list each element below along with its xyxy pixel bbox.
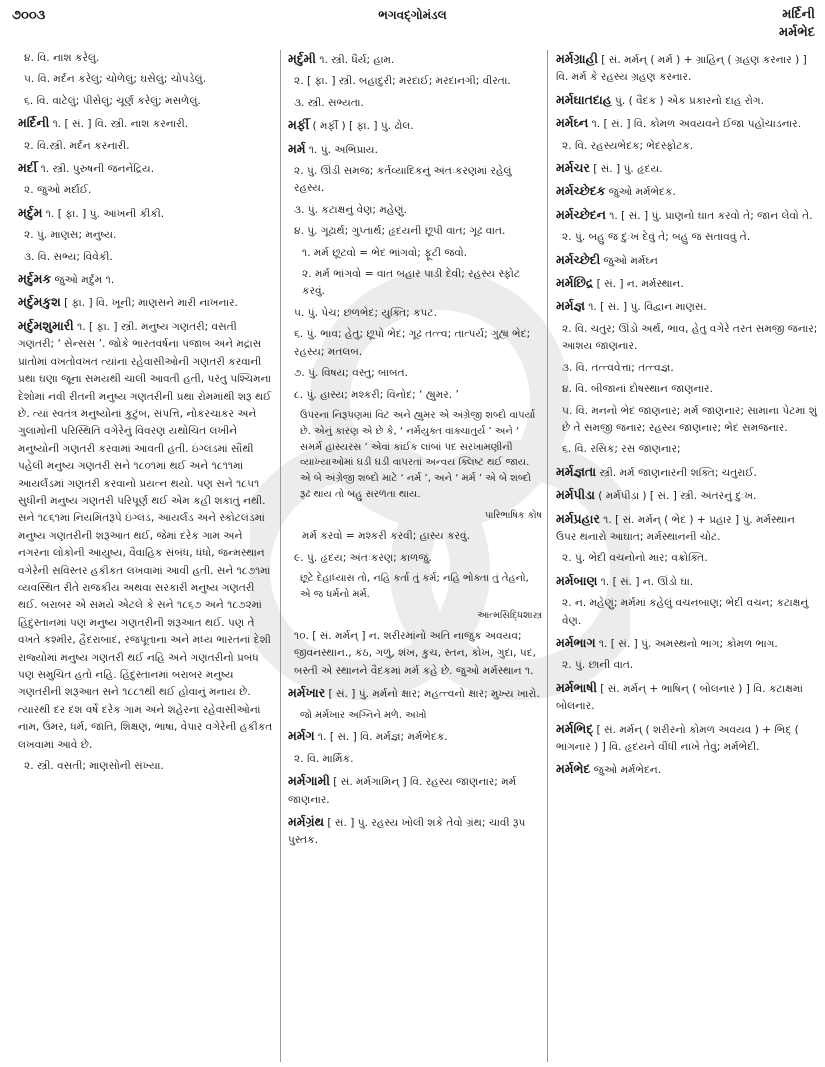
headword: મર્મગ (288, 728, 315, 744)
sense-definition: ૨. વિ.સ્ત્રી. મર્દન કરનારી. (24, 139, 130, 152)
sense-definition: ૭. પું. વિષય; વસ્તુ; બાબત. (294, 367, 409, 380)
page-number: ૭૦૦૩ (12, 8, 46, 23)
sense-definition: ૪. પું. ગૂઢાર્થ; ગુપ્તાર્થ; હૃદયની છૂપી વાત; ગૂઢ વાત. (294, 225, 506, 238)
definition: ૧. [ સં. ] પું. અમસ્થનો ભાગ; કોમળ ભાગ. (595, 637, 778, 650)
headword: મર્મ (288, 140, 306, 156)
headword: મર્દુમ (18, 204, 43, 220)
headword: મર્મચ્છેદી (556, 251, 601, 267)
definition: [ ફા. ] વિ. ખૂની; માણસને મારી નાખનાર. (60, 297, 238, 310)
idiom-definition: ૧. મર્મ છૂટવો = ભેદ ભાંગવો; ફૂટી જવો. (302, 246, 467, 259)
sense-definition: ૯. પું. હૃદય; અંતઃકરણ; કાળજું. (294, 551, 432, 564)
dictionary-entry (556, 159, 818, 178)
sense-definition: ૫. વિ. મર્દન કરેલું; ચોળેલું; ઘસેલું; ચોપડેલું. (24, 73, 206, 86)
headword: મર્મપીડા (556, 487, 595, 503)
definition: ૧. સ્ત્રી. ધૈર્ય; હામ. (315, 54, 395, 66)
sense-definition: ૩. સ્ત્રી. સભ્યતા. (294, 96, 364, 109)
page-header (0, 0, 825, 48)
dictionary-entry (288, 140, 542, 159)
dictionary-entry (288, 116, 542, 135)
definition: ૧. [ ફા. ] પું. આંખની કીકી. (42, 207, 165, 220)
dictionary-entry (556, 572, 818, 591)
dictionary-entry (556, 679, 818, 716)
dictionary-entry (288, 813, 542, 850)
definition: [ સં. ] પું. હૃદય. (589, 163, 663, 176)
guide-words (779, 6, 815, 42)
dictionary-entry (556, 206, 818, 225)
dictionary-entry (556, 297, 818, 316)
definition: ૧. [ સં. ] ન. ઊંડો ઘા. (597, 575, 694, 588)
quotation: ઉપરના નિરૂપણમાં વિટ અને હ્યુમર એ અંગ્રેજી શબ્દો વાપર્યા છે. એનું કારણ એ છે કે, ‘ નર્મયુક્ત વાક્‍ચાતુર્ય ’ અને ‘ સમર્મ હાસ્યરસ ’ એવાં કાંઈક લાંબાં પદ સરખામણીની વ્યાખ્યાઓમાં ઘડી ઘડી વાપરતાં અન્વય ક્લિષ્ટ થઈ જાય. એ બે અંગ્રેજી શબ્દો માટે ‘ નર્મ ’, અને ‘ મર્મ ’ એ બે શબ્દો રૂઢ થાય તો બહુ સરળતા થાય. (300, 409, 536, 500)
definition: ( મર્મપીડ઼ા ) [ સં. ] સ્ત્રી. અંતરનું દુઃખ. (594, 490, 757, 503)
definition: [ સં. મર્મન્ ( મર્મ ) + ગ્રાહિન્ ( ગ્રહણ કરનાર ) ] વિ. મર્મ કે રહસ્ય ગ્રહણ કરનાર. (556, 54, 807, 84)
headword: મર્મબાણ (556, 572, 598, 588)
definition: [ સં. મર્મન્ + ભાષિન્ ( બોલનાર ) ] વિ. કટાક્ષમાં બોલનાર. (556, 682, 803, 713)
definition: [ સં. મર્મન્ ( શરીરનો કોમળ અવયવ ) + ભિદ્ ( ભાંગનાર ) ] વિ. હૃદયને વીંધી નાખે તેવું; મર્મભેદી. (556, 723, 799, 753)
dictionary-entry (556, 463, 818, 482)
definition: ૧. [ સં. ] વિ. સ્ત્રી. નાશ કરનારી. (49, 118, 189, 131)
definition: ૧. [ સં. ] વિ. કોમળ અવયવને ઈજા પહોંચાડનાર. (588, 118, 802, 131)
definition: જુઓ મર્મભેદન. (590, 764, 662, 777)
dictionary-entry (288, 772, 542, 809)
guide-word-first: મર્દિની (782, 7, 815, 22)
dictionary-entry (556, 510, 818, 547)
sense-definition: ૨. પું. ભેદી વચનોનો માર; વક્રોક્તિ. (562, 552, 708, 565)
sense-definition: ૪. વિ. નાશ કરેલું. (24, 52, 100, 64)
definition: જુઓ મર્મઘ્ન (600, 254, 658, 267)
definition: જુઓ મર્મભેદક. (605, 186, 676, 199)
dictionary-entry (556, 50, 818, 87)
dictionary-entry (18, 204, 276, 223)
definition: [ સં. ] પું. રહસ્ય ખોલી શકે તેવો ગ્રંથ; ચાવી રૂપ પુસ્તક. (288, 816, 526, 847)
definition: [ સં. ] પું. મર્મનો ક્ષાર; મહત્ત્વનો ક્ષાર; મુખ્ય ખારો. (325, 688, 540, 701)
definition: ૧. [ સં. ] પું. પ્રાણનો ઘાત કરવો તે; જાન લેવો તે. (605, 209, 813, 222)
headword: મર્મખાર (288, 685, 326, 701)
headword: મર્દુમી (288, 51, 316, 66)
dictionary-entry (556, 114, 818, 133)
sense-definition: ૩. પું. કટાક્ષનું વેણ; મહેણું. (294, 203, 407, 216)
quotation: છૂટે દેહાધ્યાસ તો, નહિ કર્તા તું કર્મ; નહિ ભોક્તા તું તેહનો, એ જ ધર્મનો મર્મ. (300, 572, 529, 600)
sense-definition: ૫. વિ. મનનો ભેદ જાણનાર; મર્મ જાણનાર; સામાના પેટમાં શું છે તે સમજી જનાર; રહસ્ય જાણનાર; ભેદ સમજનાર. (562, 404, 818, 434)
definition: ૧. [ ફા. ] સ્ત્રી. મનુષ્ય ગણતરી; વસતી ગણતરી; ‘ સેન્સસ ’. જોકે ભારતવર્ષના પંજાબ અને મદ્રાસ પ્રાંતોમાં વખતોવખત ત્યાંના રહેવાસીઓની ગણતરી કરવાની પ્રથા ઘણા જૂના સમયથી ચાલી આવતી હતી, પરંતુ પશ્ચિમના દેશોમાં નવી રીતની મનુષ્ય ગણતરીની પ્રથા રોમમાંથી શરૂ થઈ છે. ત્યાં સ્વતંત્ર મનુષ્યોનાં કુટુંબ, સંપત્તિ, નોકરચાકર અને ગુલામોની પરિસ્થિતિ વગેરેનું વિવરણ યથોચિત લખીને મનુષ્યોની ગણતરી કરવામાં આવતી હતી. ઇંગ્લંડમાં સૌથી પહેલી મનુષ્ય ગણતરી સને ૧૮૦૧માં થઈ અને ૧૮૧૧માં આયર્લંડમાં ગણતરી કરવાનો પ્રયત્ન થયો. પણ સને ૧૮૫૧ સુધીની મનુષ્ય ગણતરી પરિપૂર્ણ થઈ એમ કહી શકાતું નથી. સને ૧૮૬૧માં નિયમિતરૂપે ઇંગ્લંડ, આયર્લંડ અને સ્કોટલંડમાં મનુષ્ય ગણતરીની શરૂઆત થઈ, જેમાં દરેક ગામ અને નગરના લોકોની આયુષ્ય, વૈવાહિક સંબંધ, ધંધો, જન્મસ્થાન વગેરેની સવિસ્તર હકીકત લખવામાં આવી હતી. સને ૧૮૭૧માં વ્યવસ્થિત રીતે રાજકીય અથવા સરકારી મનુષ્ય ગણતરી થઈ. બરાબર એ સમયે એટલે કે સને ૧૮૬૭ અને ૧૮૭૨માં હિંદુસ્તાનમાં પણ મનુષ્ય ગણતરીની શરૂઆત થઈ. પણ તે વખતે કશ્મીર, હૈદરાબાદ, રજપૂતાના અને મધ્ય ભારતનાં દેશી રાજ્યોમાં મનુષ્ય ગણતરી થઈ નહિ અને ગણતરીનો પ્રબંધ પણ સમુચિત હતો નહિ. હિંદુસ્તાનમાં બરાબર મનુષ્ય ગણતરીની શરૂઆત સને ૧૮૮૧થી થઈ હોવાનું મનાય છે. ત્યારથી દર દશ વર્ષે દરેક ગામ અને શહેરના રહેવાસીઓનાં નામ, ઉંમર, ધર્મ, જાતિ, શિક્ષણ, ભાષા, વેપાર વગેરેની હકીકત લખવામાં આવે છે. (18, 320, 273, 751)
dictionary-entry (18, 159, 276, 178)
sense-definition: ૨. વિ. માર્મિક. (294, 752, 354, 765)
dictionary-entry (18, 114, 276, 133)
headword: મર્દુમશુમારી (18, 317, 74, 333)
dictionary-entry (18, 317, 276, 754)
headword: મર્મચર (556, 160, 590, 176)
headword: મર્મજ્ઞ (556, 298, 585, 314)
definition: [ સં. ] ન. મર્મસ્થાન. (593, 278, 684, 291)
sense-definition: ૬. પું. ભાવ; હેતુ; છૂપો ભેદ; ગૂઢ તત્ત્વ; તાત્પર્ય; ગુહ્ય ભેદ; રહસ્ય; મતલબ. (294, 328, 531, 358)
headword: મર્ફી (288, 117, 310, 133)
headword: મર્મચ્છેદક (556, 183, 606, 199)
guide-word-last: મર્મભેદ (778, 25, 815, 40)
column-left (18, 50, 276, 1062)
sense-definition: ૨. ન. મહેણું; મર્મમાં કહેલું વચનબાણ; ભેદી વચન; કટાક્ષનું વેણ. (562, 597, 809, 627)
sense-definition: ૨. [ ફા. ] સ્ત્રી. બહાદુરી; મરદાઈ; મરદાનગી; વીરતા. (294, 75, 511, 88)
sense-definition: ૨. જુઓ મર્દાઈ. (24, 184, 92, 197)
definition: ૧. પું. અભિપ્રાય. (305, 143, 378, 156)
headword: મર્મભેદ (556, 761, 591, 777)
sense-definition: ૨. પું. ઊંડી સમજ; કર્તવ્યાદિકનું અંતઃકરણમાં રહેલું રહસ્ય. (294, 165, 512, 195)
dictionary-entry (288, 684, 542, 703)
column-middle (288, 50, 542, 1062)
column-right (556, 50, 818, 1062)
headword: મર્મછિદ્ર (556, 275, 594, 291)
sense-definition: ૮. પું. હાસ્ય; મશ્કરી; વિનોદ; ‘ હ્યુમર. ’ (294, 388, 459, 401)
headword: મર્મપ્રહાર (556, 510, 600, 526)
headword: મર્દુમકુશ (18, 294, 61, 310)
sense-definition: ૨. પું. છાની વાત. (562, 659, 634, 672)
dictionary-entry (556, 634, 818, 653)
sense-definition: ૩. વિ. સભ્ય; વિવેકી. (24, 250, 113, 263)
dictionary-entry (18, 293, 276, 312)
dictionary-entry (288, 50, 542, 69)
sense-definition: ૨. પું. માણસ; મનુષ્ય. (24, 229, 117, 242)
dictionary-entry (288, 727, 542, 746)
dictionary-entry (556, 91, 818, 110)
headword: મર્મભાષી (556, 679, 597, 695)
definition: પું. ( વૈદક ) એક પ્રકારનો દાહ રોગ. (611, 94, 764, 107)
sense-definition: ૫. પું. પેચ; છળભેદ; યુક્તિ; કપટ. (294, 306, 437, 319)
dictionary-entry (18, 270, 276, 289)
sense-definition: ૪. વિ. બીજાનાં દોષસ્થાન જાણનાર. (562, 383, 713, 396)
citation-source: પારિભાષિક કોષ (484, 509, 542, 521)
dictionary-entry (556, 274, 818, 293)
idiom-definition: મર્મ કરવો = મશ્કરી કરવી; હાસ્ય કરવું. (302, 530, 470, 543)
definition: સ્ત્રી. મર્મ જાણનારની શક્તિ; ચતુરાઈ. (596, 466, 757, 479)
dictionary-body (0, 50, 825, 1062)
headword: મર્મભાગ (556, 634, 596, 650)
idiom-definition: ૨. મર્મ ભાંગવો = વાત બહાર પાડી દેવી; રહસ્ય સ્ફોટ કરવું. (302, 268, 521, 298)
sense-definition: ૩. વિ. તત્ત્વવેત્તા; તત્ત્વજ્ઞ. (562, 361, 674, 374)
headword: મર્મઘાતદાહ (556, 91, 612, 107)
sense-definition: ૧૦. [ સં. મર્મન્ ] ન. શરીરમાંનો અતિ નાજુક અવયવ; જીવનસ્થાન., કંઠ, ગળું, શંખ, કુચ, સ્તન, કોખ, ગુદા, પદ, બસ્તી એ સ્થાનને વૈદકમાં મર્મ કહે છે. જુઓ મર્મસ્થાન ૧. (294, 629, 537, 677)
dictionary-entry (556, 182, 818, 201)
headword: મર્મચ્છેદન (556, 206, 606, 222)
definition: ૧. સ્ત્રી. પુરુષની જનનેંદ્રિય. (37, 163, 155, 176)
definition: ૧. [ સં. ] પું. વિદ્વાન માણસ. (584, 301, 707, 314)
headword: મર્દિની (18, 115, 50, 131)
sense-definition: ૨. વિ. ચતુર; ઊંડો અર્થ, ભાવ, હેતુ વગેરે તરત સમજી જનાર; આશય જાણનાર. (562, 322, 818, 353)
headword: મર્મગામી (288, 773, 330, 789)
headword: મર્મજ્ઞતા (556, 463, 597, 479)
definition: ( મર્ફી ) [ ફા. ] પું. ઢોલ. (309, 120, 414, 133)
headword: મર્મગ્રંથ (288, 813, 325, 829)
headword: મર્મગ્રાહી (556, 51, 598, 66)
book-title: ભગવદ્‍ગોમંડલ (378, 8, 447, 22)
sense-definition: ૨. પું. બહુ જ દુઃખ દેવું તે; બહુ જ સતાવવું તે. (562, 231, 751, 244)
headword: મર્મઘ્ન (556, 115, 589, 131)
quotation: જો મર્મખાર અગ્નિને મળે. અખો (300, 709, 427, 721)
dictionary-entry (556, 251, 818, 270)
sense-definition: ૬. વિ. વાટેલું; પીસેલું; ચૂર્ણ કરેલું; મસળેલું. (24, 94, 201, 107)
sense-definition: ૬. વિ. રસિક; રસ જાણનાર; (562, 443, 681, 456)
definition: ૧. [ સં. મર્મન્ ( ભેદ ) + પ્રહાર ] પું. મર્મસ્થાન ઉપર થનારો આઘાત; મર્મસ્થાનની ચોટ. (556, 513, 795, 543)
definition: જુઓ મર્દુમ ૧. (51, 274, 115, 287)
headword: મર્દી (18, 160, 38, 176)
definition: [ સં. મર્મગામિન્ ] વિ. રહસ્ય જાણનાર; મર્મ જાણનાર. (288, 776, 517, 806)
definition: ૧. [ સં. ] વિ. મર્મજ્ઞ; મર્મભેદક. (314, 731, 448, 744)
headword: મર્મભિદ્ (556, 720, 594, 736)
dictionary-entry (556, 486, 818, 505)
sense-definition: ૨. સ્ત્રી. વસતી; માણસોની સંખ્યા. (24, 760, 164, 773)
dictionary-entry (556, 720, 818, 757)
citation-source: આત્મસિદ્ધિશાસ્ત્ર (477, 609, 542, 621)
dictionary-entry (556, 760, 818, 779)
headword: મર્દુમક (18, 271, 52, 287)
sense-definition: ૨. વિ. રહસ્યભેદક; ભેદસ્ફોટક. (562, 139, 694, 152)
